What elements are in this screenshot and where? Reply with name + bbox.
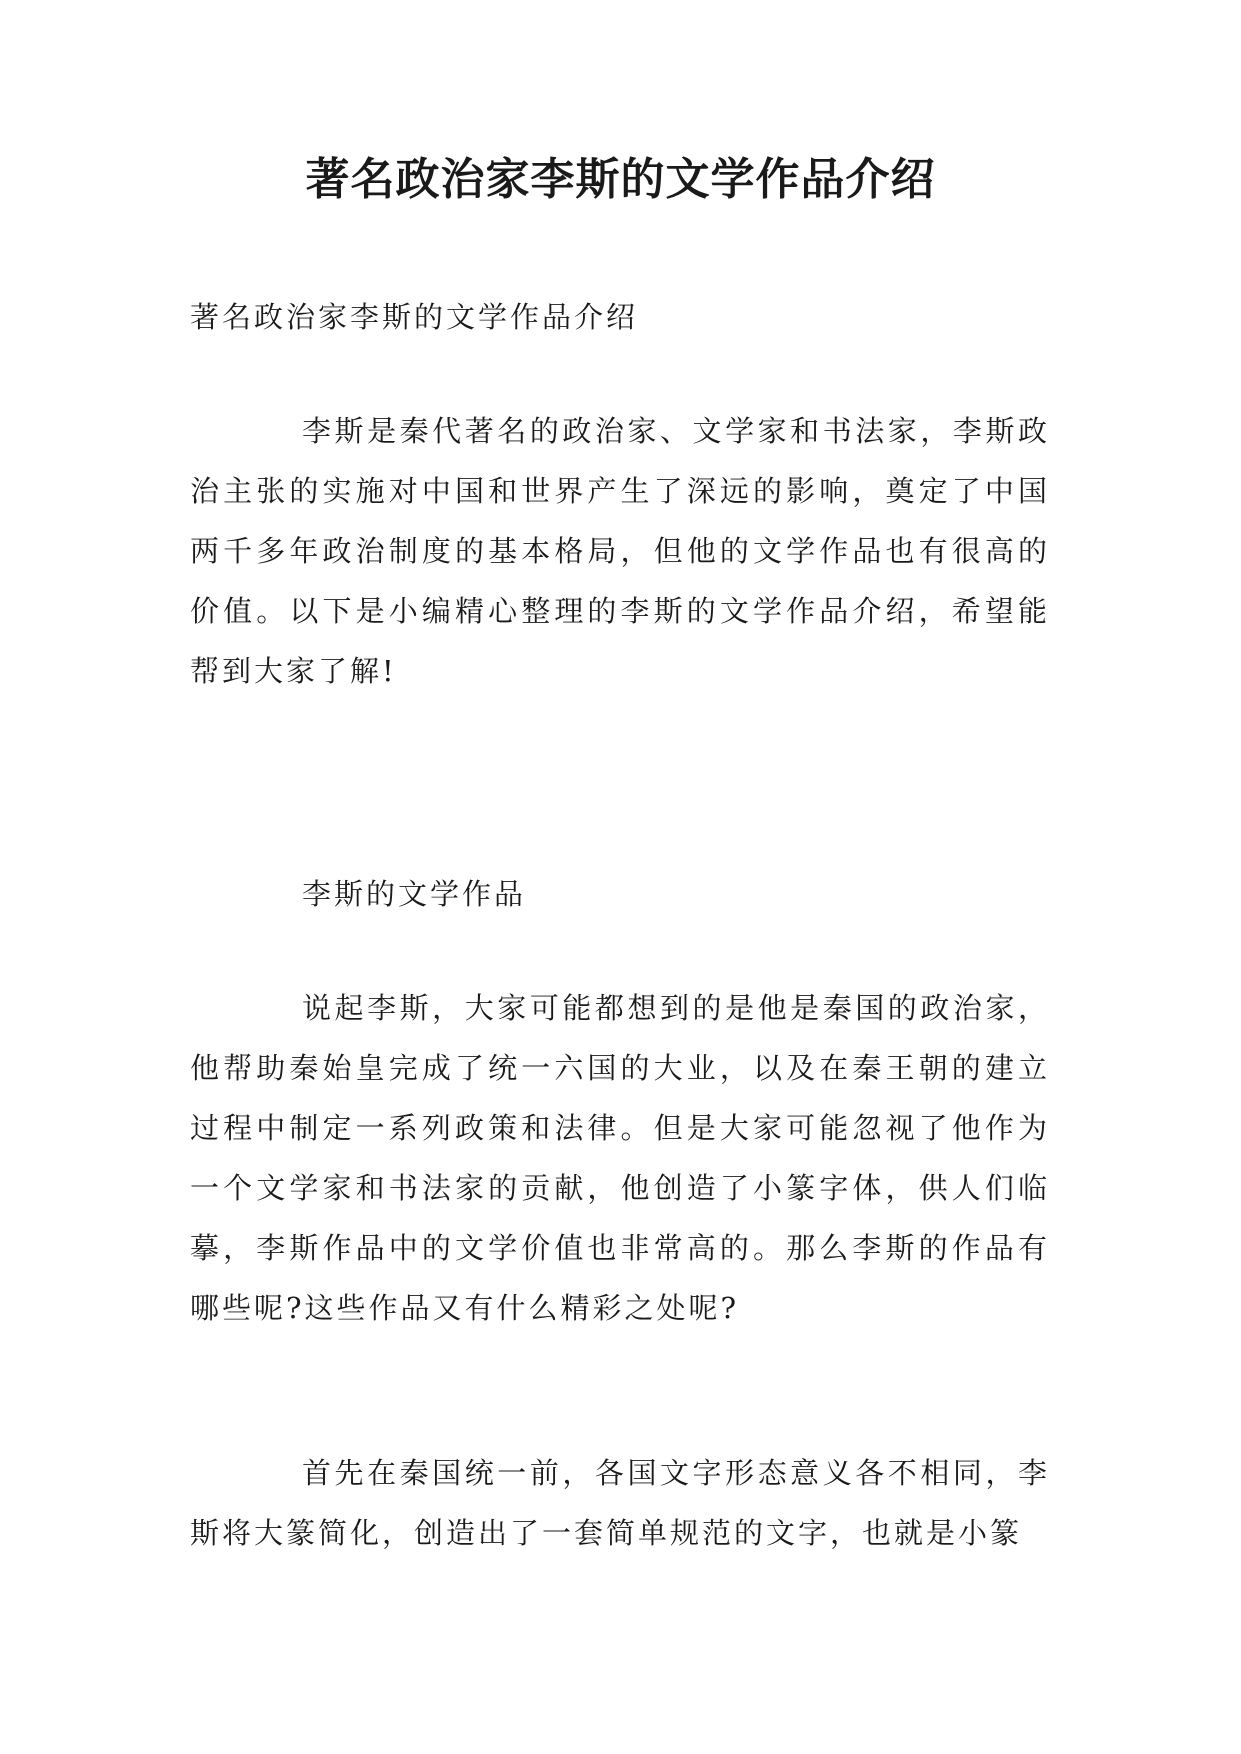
body-paragraph: 首先在秦国统一前，各国文字形态意义各不相同，李斯将大篆简化，创造出了一套简单规范的文字，也就是小篆 bbox=[190, 1456, 1050, 1550]
document-subtitle: 著名政治家李斯的文学作品介绍 bbox=[190, 300, 639, 334]
intro-paragraph: 李斯是秦代著名的政治家、文学家和书法家，李斯政治主张的实施对中国和世界产生了深远的影响，奠定了中国两千多年政治制度的基本格局，但他的文学作品也有很高的价值。以下是小编精心整理的李斯的文学作品介绍，希望能帮到大家了解! bbox=[190, 414, 1050, 688]
document-title: 著名政治家李斯的文学作品介绍 bbox=[305, 154, 936, 205]
body-paragraph: 说起李斯，大家可能都想到的是他是秦国的政治家，他帮助秦始皇完成了统一六国的大业，以及在秦王朝的建立过程中制定一系列政策和法律。但是大家可能忽视了他作为一个文学家和书法家的贡献，他创造了小篆字体，供人们临摹，李斯作品中的文学价值也非常高的。那么李斯的作品有哪些呢?这些作品又有什么精彩之处呢? bbox=[190, 991, 1050, 1325]
section-heading: 李斯的文学作品 bbox=[302, 877, 527, 911]
